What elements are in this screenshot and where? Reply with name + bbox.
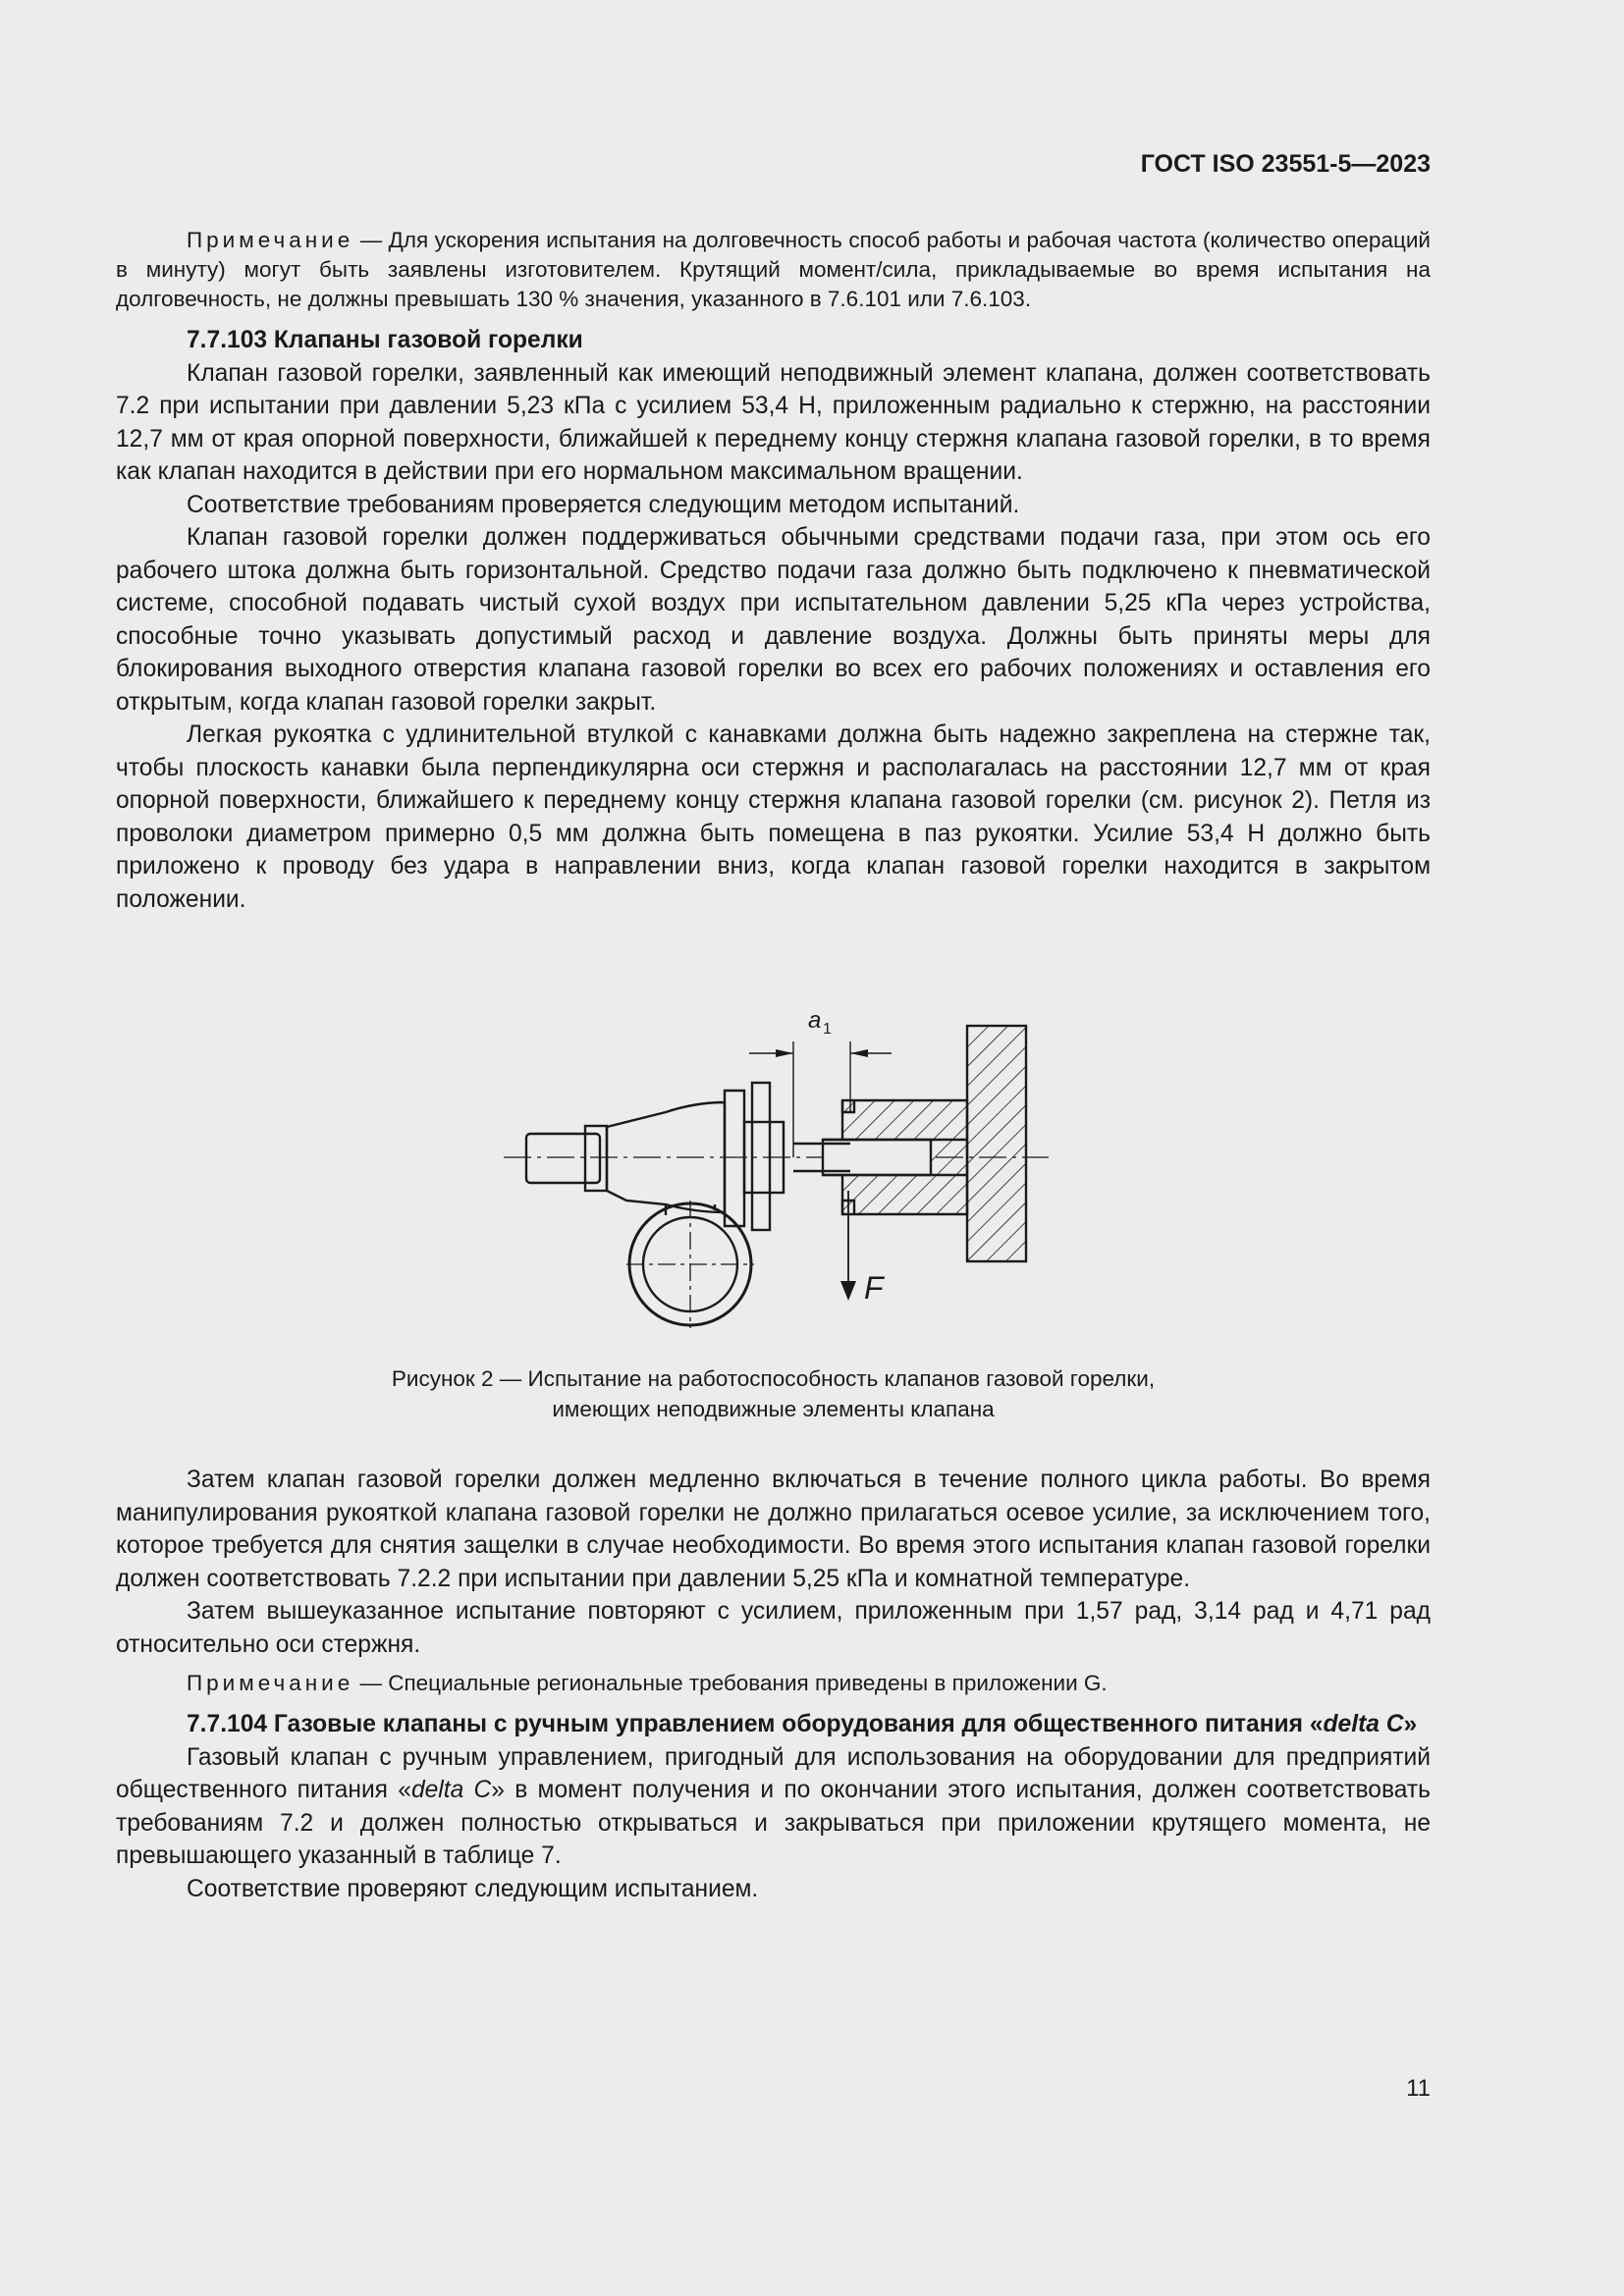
- paragraph: Клапан газовой горелки, заявленный как имеющий неподвижный элемент клапана, должен соответствовать 7.2 при испытании при давлении 5,23 кПа с усилием 53,4 Н, приложенным радиально к стержню, на расстоянии 12,7 мм от края опорной поверхности, ближайшей к переднему концу стержня клапана газовой горелки, в то время как клапан находится в действии при его нормальном максимальном вращении.: [116, 359, 1431, 485]
- heading-text-end: »: [1403, 1711, 1418, 1737]
- paragraph: Затем вышеуказанное испытание повторяют с усилием, приложенным при 1,57 рад, 3,14 рад и 4,71 рад относительно оси стержня.: [116, 1598, 1431, 1658]
- section-heading: 7.7.103 Клапаны газовой горелки: [187, 327, 583, 353]
- figure-caption: [116, 1363, 1431, 1424]
- note-text: — Для ускорения испытания на долговечность способ работы и рабочая частота (количество операций в минуту) могут быть заявлены изготовителем. Крутящий момент/сила, прикладываемые во время испытания на долговечность, не должны превышать 130 % значения, указанного в 7.6.101 или 7.6.103.: [116, 228, 1431, 311]
- paragraph-text-end: » в момент получения и по окончании этого испытания, должен соответствовать требованиям 7.2 и должен полностью открываться и закрываться при приложении крутящего момента, не превышающего указанный в таблице 7.: [116, 1777, 1431, 1869]
- paragraph: [116, 1741, 1431, 1873]
- paragraph: Соответствие требованиям проверяется следующим методом испытаний.: [187, 491, 1020, 518]
- paragraph-text: Газовый клапан с ручным управлением, пригодный для использования на оборудовании для предприятий общественного питания «: [116, 1743, 1431, 1803]
- caption-line: Рисунок 2 — Испытание на работоспособность клапанов газовой горелки,: [391, 1366, 1156, 1391]
- valve-test-drawing: [116, 965, 1431, 1377]
- note-label: Примечание: [187, 228, 354, 252]
- figure-2: [116, 965, 1431, 1426]
- caption-line: имеющих неподвижные элементы клапана: [552, 1397, 995, 1421]
- dimension-label-a: a: [808, 1007, 822, 1034]
- note-label: Примечание: [187, 1671, 354, 1695]
- paragraph: Соответствие проверяют следующим испытанием.: [187, 1875, 759, 1902]
- page-number: 11: [1406, 2075, 1431, 2102]
- note-paragraph: [116, 1669, 1431, 1698]
- paragraph: Легкая рукоятка с удлинительной втулкой с канавками должна быть надежно закреплена на стержне так, чтобы плоскость канавки была перпендикулярна оси стержня и располагалась на расстоянии 12,7 мм от края опорной поверхности, ближайшего к переднему концу стержня клапана газовой горелки (см. рисунок 2). Петля из проволоки диаметром примерно 0,5 мм должна быть помещена в паз рукоятки. Усилие 53,4 Н должно быть приложено к проводу без удара в направлении вниз, когда клапан газовой горелки находится в закрытом положении.: [116, 721, 1431, 913]
- heading-text: 7.7.104 Газовые клапаны с ручным управлением оборудования для общественного питания «: [187, 1711, 1324, 1737]
- force-label: F: [864, 1270, 884, 1306]
- section-heading: [116, 1708, 1431, 1741]
- heading-italic: delta C: [1323, 1711, 1404, 1737]
- paragraph-italic: delta C: [410, 1777, 492, 1803]
- document-header: ГОСТ ISO 23551-5—2023: [1140, 150, 1431, 178]
- paragraph: Затем клапан газовой горелки должен медленно включаться в течение полного цикла работы. Во время манипулирования рукояткой клапана газовой горелки не должно прилагаться осевое усилие, за исключением того, которое требуется для снятия защелки в случае необходимости. Во время этого испытания клапан газовой горелки должен соответствовать 7.2.2 при испытании при давлении 5,25 кПа и комнатной температуре.: [116, 1467, 1431, 1592]
- note-paragraph: [116, 226, 1431, 314]
- note-text: — Специальные региональные требования приведены в приложении G.: [353, 1671, 1108, 1695]
- paragraph: Клапан газовой горелки должен поддерживаться обычными средствами подачи газа, при этом ось его рабочего штока должна быть горизонтальной. Средство подачи газа должно быть подключено к пневматической системе, способной подавать чистый сухой воздух при испытательном давлении 5,25 кПа через устройства, способные точно указывать допустимый расход и давление воздуха. Должны быть приняты меры для блокирования выходного отверстия клапана газовой горелки во всех его рабочих положениях и оставления его открытым, когда клапан газовой горелки закрыт.: [116, 524, 1431, 716]
- dimension-label-a-subscript: 1: [823, 1021, 832, 1038]
- document-body: [116, 226, 1431, 1905]
